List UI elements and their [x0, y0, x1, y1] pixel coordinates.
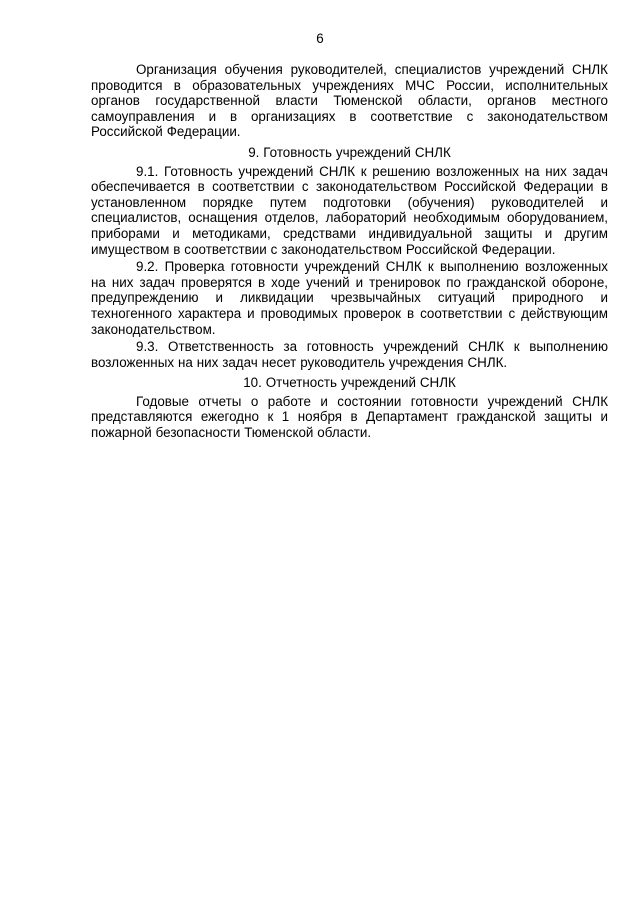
paragraph-9-1: 9.1. Готовность учреждений СНЛК к решению возложенных на них задач обеспечивается в соответствии с законодательством Российской Федерации в установленном порядке путем подготовки (обучения) руководителей и специалистов, оснащения отделов, лабораторий необходимым оборудованием, приборами и методиками, средствами индивидуальной защиты и другим имуществом в соответствии с законодательством Российской Федерации. [91, 163, 608, 257]
paragraph-10: Годовые отчеты о работе и состоянии готовности учреждений СНЛК представляются ежегодно к 1 ноября в Департамент гражданской защиты и пожарной безопасности Тюменской области. [91, 393, 608, 441]
page-number: 6 [316, 31, 324, 46]
section-9-heading: 9. Готовность учреждений СНЛК [248, 144, 451, 160]
paragraph-9-3: 9.3. Ответственность за готовность учреждений СНЛК к выполнению возложенных на них задач несет руководитель учреждения СНЛК. [91, 339, 608, 370]
paragraph-training: Организация обучения руководителей, специалистов учреждений СНЛК проводится в образовательных учреждениях МЧС России, исполнительных органов государственной власти Тюменской области, органов местного самоуправления и в организациях в соответствие с законодательством Российской Федерации. [91, 62, 608, 140]
section-10-heading: 10. Отчетность учреждений СНЛК [243, 375, 456, 391]
document-body [91, 62, 608, 441]
paragraph-9-2: 9.2. Проверка готовности учреждений СНЛК к выполнению возложенных на них задач проверятся в ходе учений и тренировок по гражданской обороне, предупреждению и ликвидации чрезвычайных ситуаций природного и техногенного характера и проводимых проверок в соответствии с действующим законодательством. [91, 259, 608, 337]
